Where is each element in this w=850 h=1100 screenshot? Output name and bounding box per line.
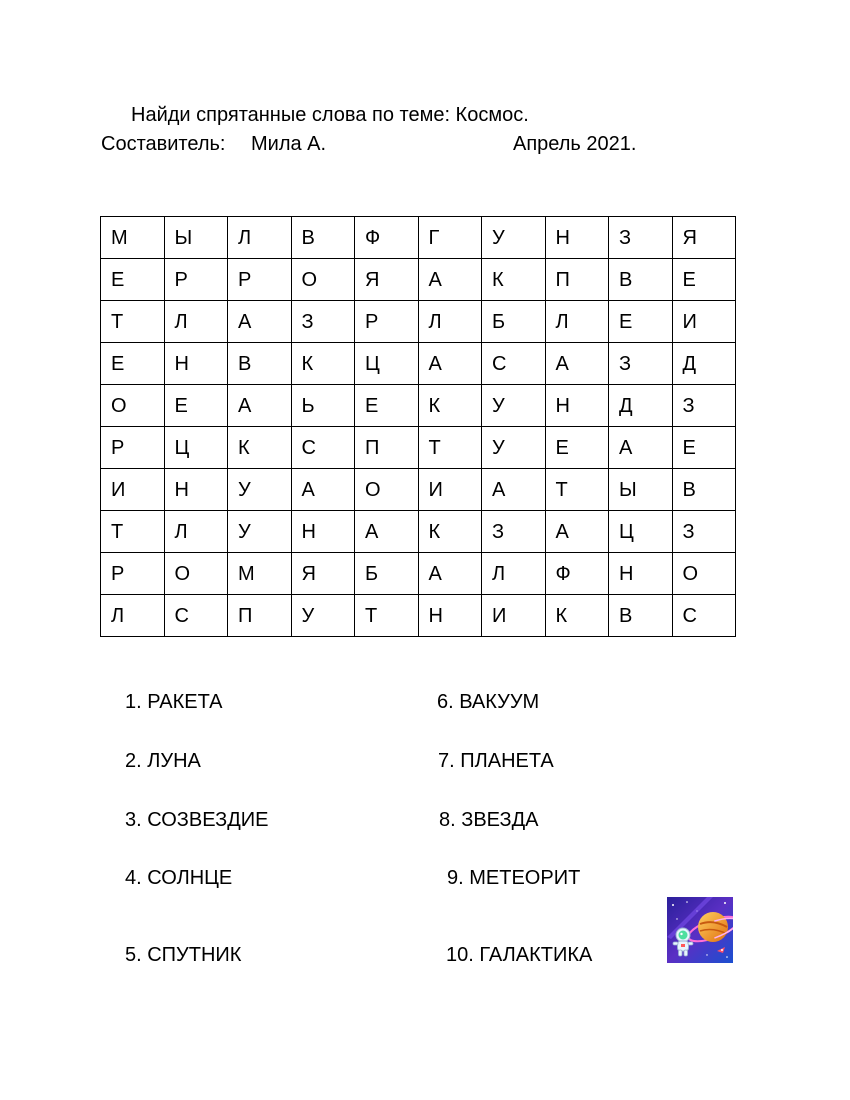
grid-cell: Ц [164,427,228,469]
word-item-3: 3. СОЗВЕЗДИЕ [125,809,269,831]
grid-cell: О [101,385,165,427]
word-item-6: 6. ВАКУУМ [437,691,540,713]
grid-cell: Е [672,427,736,469]
grid-cell: В [672,469,736,511]
grid-cell: Б [355,553,419,595]
grid-cell: К [418,385,482,427]
grid-cell: З [672,511,736,553]
grid-cell: З [672,385,736,427]
grid-cell: В [609,595,673,637]
grid-cell: А [609,427,673,469]
grid-cell: У [482,427,546,469]
author-label: Составитель: [101,133,226,155]
grid-cell: О [672,553,736,595]
grid-row [101,511,736,553]
grid-cell: Т [101,301,165,343]
word-item-9: 9. МЕТЕОРИТ [447,867,581,889]
grid-cell: И [482,595,546,637]
grid-cell: Т [355,595,419,637]
grid-cell: М [228,553,292,595]
grid-row [101,301,736,343]
grid-cell: Т [418,427,482,469]
grid-cell: Т [101,511,165,553]
grid-cell: В [609,259,673,301]
grid-cell: П [545,259,609,301]
grid-cell: Ф [545,553,609,595]
grid-cell: Л [482,553,546,595]
grid-cell: Н [609,553,673,595]
grid-cell: С [672,595,736,637]
grid-cell: Д [609,385,673,427]
grid-cell: А [482,469,546,511]
grid-cell: Ф [355,217,419,259]
grid-cell: А [418,259,482,301]
grid-cell: А [418,553,482,595]
grid-cell: К [418,511,482,553]
grid-cell: Л [545,301,609,343]
grid-row [101,427,736,469]
grid-cell: Р [228,259,292,301]
grid-cell: О [164,553,228,595]
word-item-2: 2. ЛУНА [125,750,201,772]
grid-cell: А [355,511,419,553]
grid-cell: Я [355,259,419,301]
grid-cell: Е [101,259,165,301]
grid-cell: Ц [355,343,419,385]
grid-cell: З [482,511,546,553]
grid-cell: К [291,343,355,385]
grid-cell: Л [164,511,228,553]
grid-cell: С [291,427,355,469]
word-item-8: 8. ЗВЕЗДА [439,809,539,831]
grid-cell: Р [164,259,228,301]
grid-cell: А [545,511,609,553]
grid-cell: У [482,385,546,427]
grid-row [101,469,736,511]
grid-cell: Д [672,343,736,385]
grid-cell: А [228,385,292,427]
grid-cell: К [228,427,292,469]
grid-cell: В [291,217,355,259]
word-item-10: 10. ГАЛАКТИКА [446,944,593,966]
grid-cell: Л [228,217,292,259]
grid-cell: З [609,343,673,385]
grid-cell: С [482,343,546,385]
grid-cell: Я [291,553,355,595]
author-name: Мила А. [251,133,327,155]
grid-row [101,343,736,385]
grid-cell: А [228,301,292,343]
grid-cell: Е [545,427,609,469]
grid-cell: Б [482,301,546,343]
grid-cell: И [418,469,482,511]
grid-cell: А [545,343,609,385]
grid-cell: Р [101,427,165,469]
grid-cell: Н [291,511,355,553]
grid-cell: Н [545,217,609,259]
grid-row [101,259,736,301]
grid-cell: К [545,595,609,637]
grid-cell: Н [418,595,482,637]
grid-cell: А [418,343,482,385]
grid-cell: А [291,469,355,511]
word-item-5: 5. СПУТНИК [125,944,242,966]
grid-cell: Л [164,301,228,343]
astronaut-planet-illustration [667,897,733,963]
grid-cell: И [101,469,165,511]
grid-cell: У [228,511,292,553]
grid-cell: Н [164,469,228,511]
grid-cell: О [291,259,355,301]
grid-row [101,595,736,637]
grid-cell: В [228,343,292,385]
grid-cell: Л [418,301,482,343]
grid-cell: С [164,595,228,637]
grid-cell: Г [418,217,482,259]
grid-cell: З [291,301,355,343]
grid-cell: И [672,301,736,343]
grid-cell: Л [101,595,165,637]
grid-cell: П [228,595,292,637]
grid-cell: У [228,469,292,511]
grid-cell: З [609,217,673,259]
grid-cell: К [482,259,546,301]
grid-cell: Е [355,385,419,427]
grid-cell: П [355,427,419,469]
grid-cell: Я [672,217,736,259]
grid-cell: Ы [609,469,673,511]
grid-cell: Ц [609,511,673,553]
grid-cell: Р [355,301,419,343]
grid-row [101,553,736,595]
grid-cell: У [291,595,355,637]
grid-row [101,385,736,427]
grid-cell: Т [545,469,609,511]
grid-cell: Н [164,343,228,385]
grid-cell: Е [609,301,673,343]
grid-cell: О [355,469,419,511]
word-item-1: 1. РАКЕТА [125,691,223,713]
grid-cell: Ь [291,385,355,427]
grid-cell: М [101,217,165,259]
grid-cell: Н [545,385,609,427]
grid-cell: Е [101,343,165,385]
word-item-4: 4. СОЛНЦЕ [125,867,233,889]
page-title: Найди спрятанные слова по теме: Космос. [131,104,529,126]
grid-cell: Е [164,385,228,427]
grid-cell: Ы [164,217,228,259]
word-item-7: 7. ПЛАНЕТА [438,750,554,772]
grid-cell: У [482,217,546,259]
grid-row [101,217,736,259]
grid-cell: Р [101,553,165,595]
grid-cell: Е [672,259,736,301]
word-search-grid [100,216,736,637]
date-text: Апрель 2021. [513,133,637,155]
